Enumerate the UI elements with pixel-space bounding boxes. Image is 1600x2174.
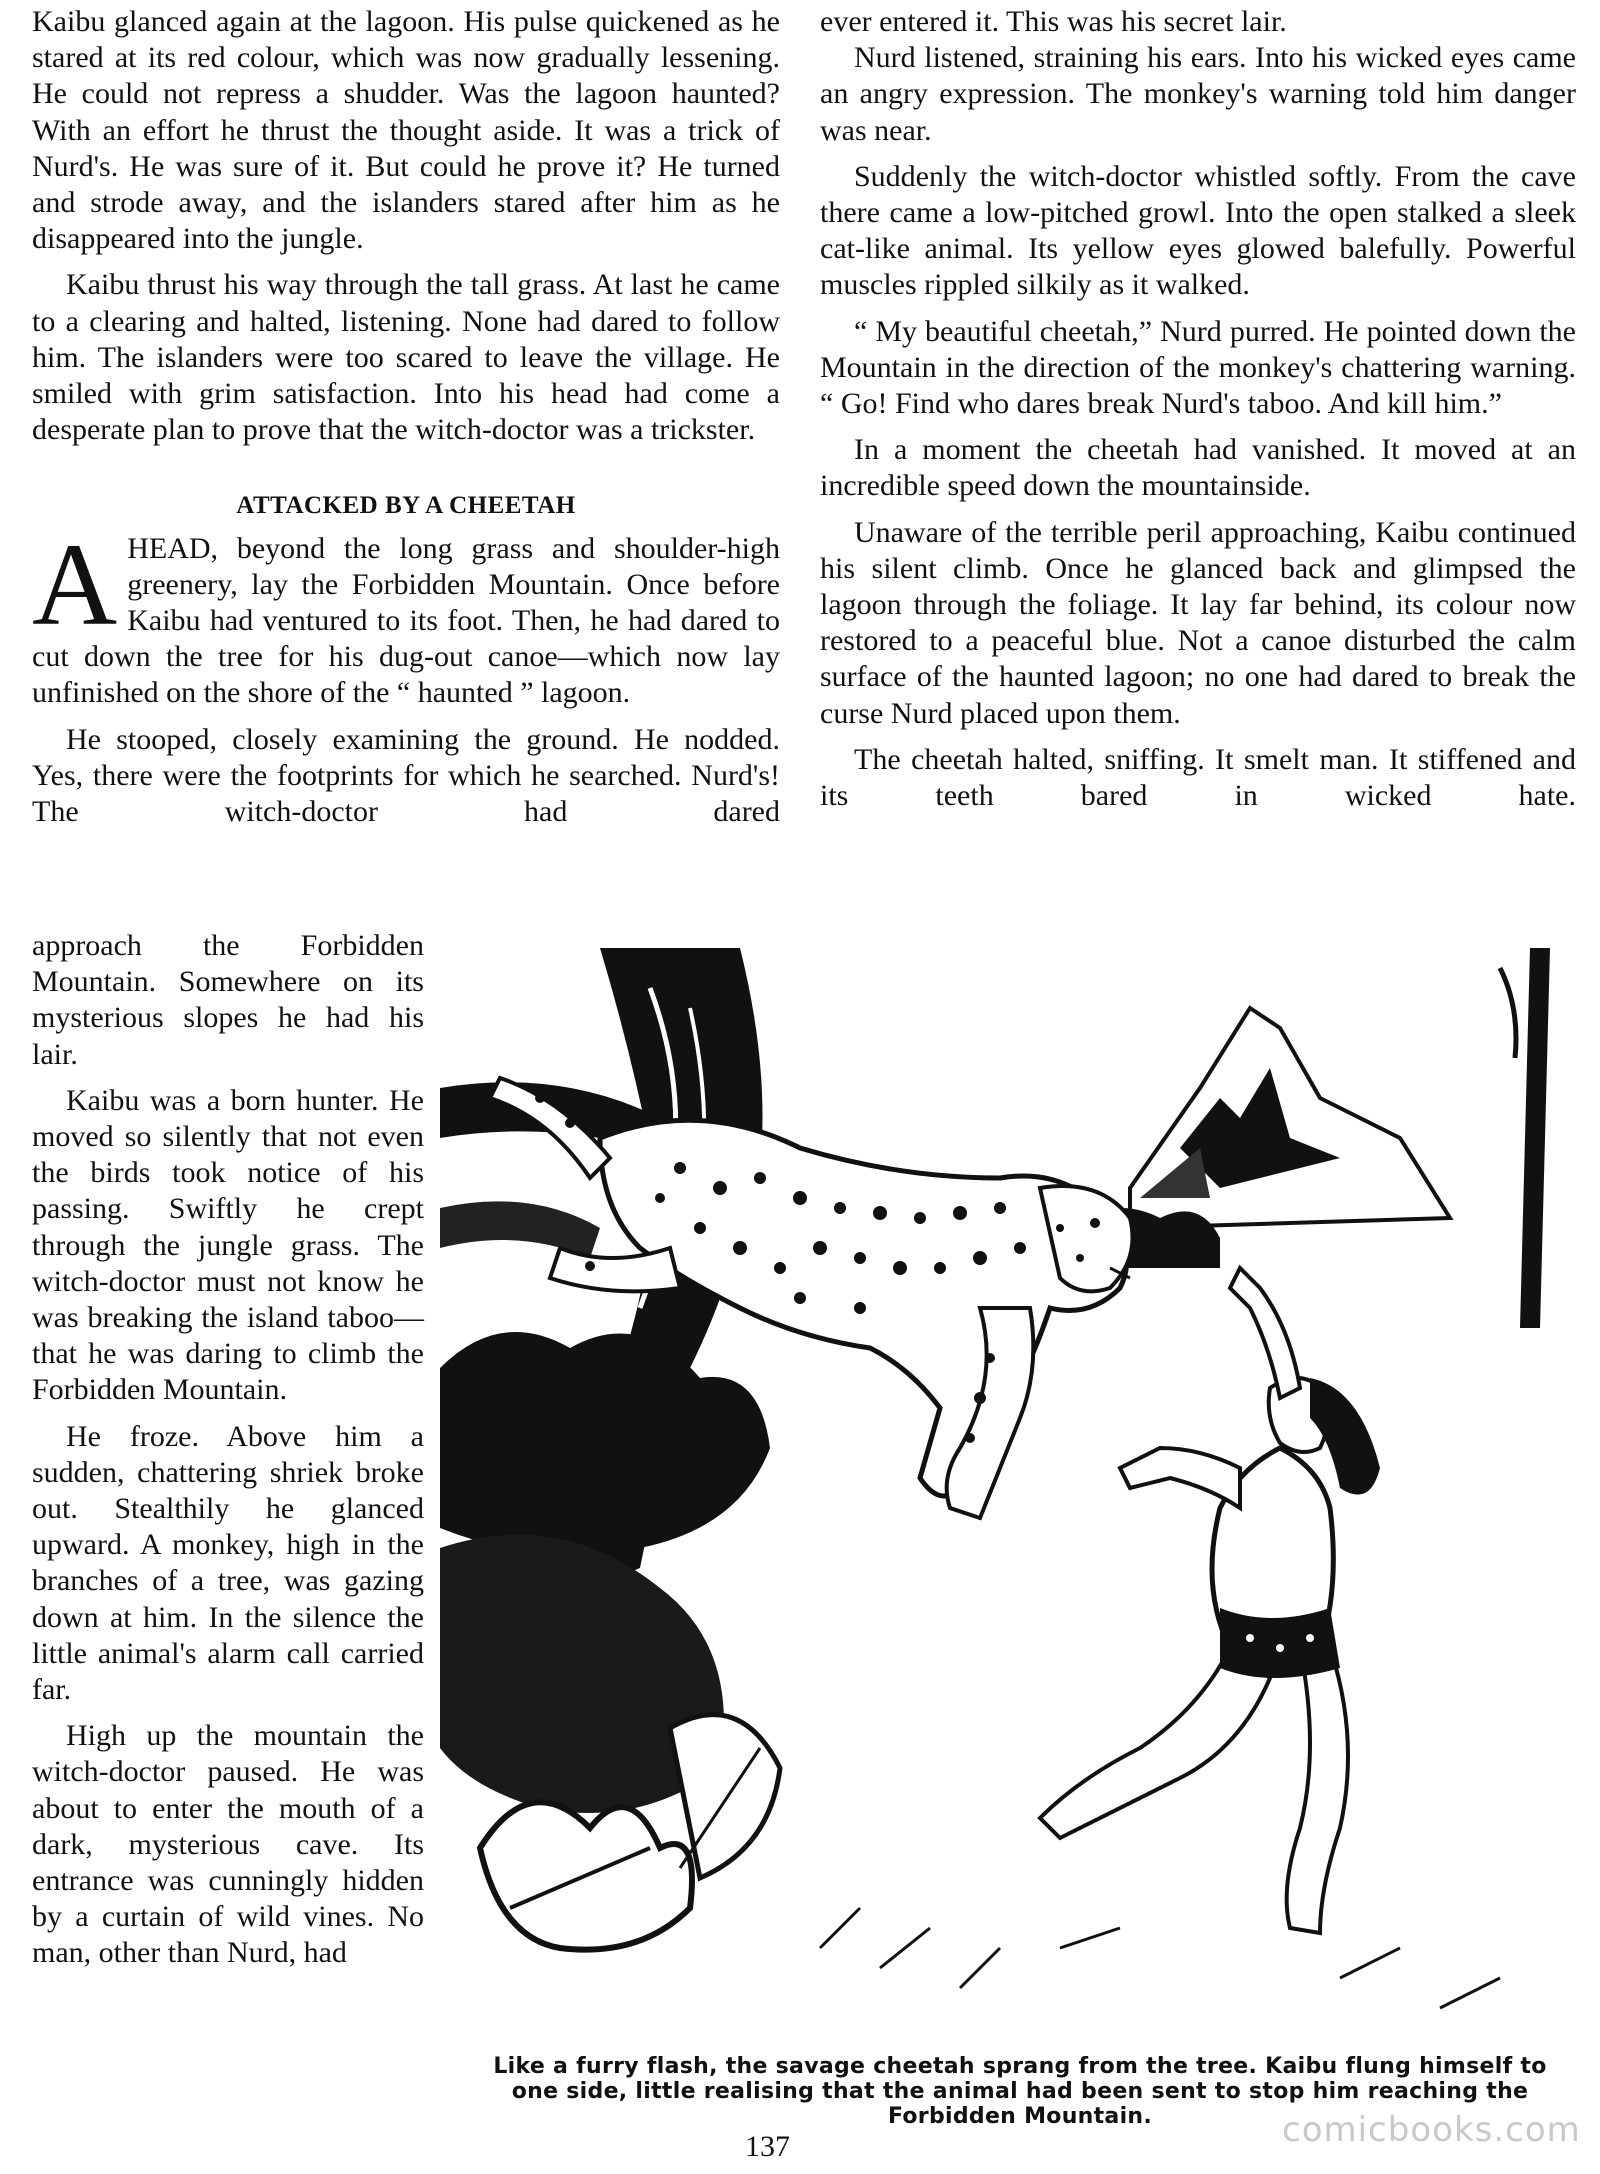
paragraph: Kaibu glanced again at the lagoon. His pulse quickened as he stared at its red colour, which was now gradually lessening. He could not repress a shudder. Was the lagoon haunted? With an effort he thrust the thought aside. It was a trick of Nurd's. He was sure of it. But could he prove it? He turned and strode away, and the islanders stared after him as he disappeared into the jungle. xyxy=(32,5,780,256)
paragraph: High up the mountain the witch-doctor paused. He was about to enter the mouth of a dark, mysterious cave. Its entrance was cunningly hidden by a curtain of wild vines. No man, other than Nurd, had xyxy=(32,1719,424,1970)
illustration-caption: Like a furry flash, the savage cheetah sprang from the tree. Kaibu flung himself to one side, little realising that the animal had been sent to stop him reaching the Forbidden Mountain. xyxy=(493,2054,1547,2129)
paragraph: He froze. Above him a sudden, chattering shriek broke out. Stealthily he glanced upward. A monkey, high in the branches of a tree, was gazing down at him. In the silence the little animal's alarm call carried far. xyxy=(32,1419,424,1707)
paragraph: Unaware of the terrible peril approaching, Kaibu continued his silent climb. Once he glanced back and glimpsed the lagoon through the foliage. It lay far behind, its colour now restored to a peaceful blue. Not a canoe disturbed the calm surface of the haunted lagoon; no one had dared to break the curse Nurd placed upon them. xyxy=(820,515,1576,730)
drop-cap-paragraph-text: HEAD, beyond the long grass and shoulder-high greenery, lay the Forbidden Mountain. Once before Kaibu had ventured to its foot. Then, he had dared to cut down the tree for his dug-out canoe—which now lay unfinished on the shore of the “ haunted ” lagoon. xyxy=(32,531,780,710)
left-column-narrow xyxy=(32,928,424,1972)
paragraph: Kaibu thrust his way through the tall grass. At last he came to a clearing and halted, listening. None had dared to follow him. The islanders were too scared to leave the village. He smiled with grim satisfaction. Into his head had come a desperate plan to prove that the witch-doctor was a trickster. xyxy=(32,268,780,447)
paragraph: Nurd listened, straining his ears. Into his wicked eyes came an angry expression. The monkey's warning told him danger was near. xyxy=(820,41,1576,147)
watermark: comicbooks.com xyxy=(1282,2110,1581,2150)
paragraph: approach the Forbidden Mountain. Somewhere on its mysterious slopes he had his lair. xyxy=(32,929,424,1071)
drop-cap: A xyxy=(32,518,118,650)
paragraph: ever entered it. This was his secret lair. xyxy=(820,5,1287,38)
paragraph: He stooped, closely examining the ground. He nodded. Yes, there were the footprints for which he searched. Nurd's! The witch-doctor had dared xyxy=(32,722,780,829)
right-column xyxy=(820,4,1576,814)
cheetah-attack-illustration xyxy=(440,948,1580,2052)
paragraph: “ My beautiful cheetah,” Nurd purred. He pointed down the Mountain in the direction of the monkey's chattering warning. “ Go! Find who dares break Nurd's taboo. And kill him.” xyxy=(820,314,1576,421)
section-heading: ATTACKED BY A CHEETAH xyxy=(236,492,576,520)
paragraph: In a moment the cheetah had vanished. It moved at an incredible speed down the mountainside. xyxy=(820,433,1576,503)
page-number: 137 xyxy=(745,2130,790,2163)
paragraph: Kaibu was a born hunter. He moved so silently that not even the birds took notice of his passing. Swiftly he crept through the jungle grass. The witch-doctor must not know he was breaking the island taboo—that he was daring to climb the Forbidden Mountain. xyxy=(32,1083,424,1407)
paragraph: Suddenly the witch-doctor whistled softly. From the cave there came a low-pitched growl. Into the open stalked a sleek cat-like animal. Its yellow eyes glowed balefully. Powerful muscles rippled silkily as it walked. xyxy=(820,159,1576,302)
paragraph: The cheetah halted, sniffing. It smelt man. It stiffened and its teeth bared in wicked hate. xyxy=(820,742,1576,813)
drop-cap-paragraph xyxy=(32,518,780,712)
left-column-top xyxy=(32,4,780,830)
